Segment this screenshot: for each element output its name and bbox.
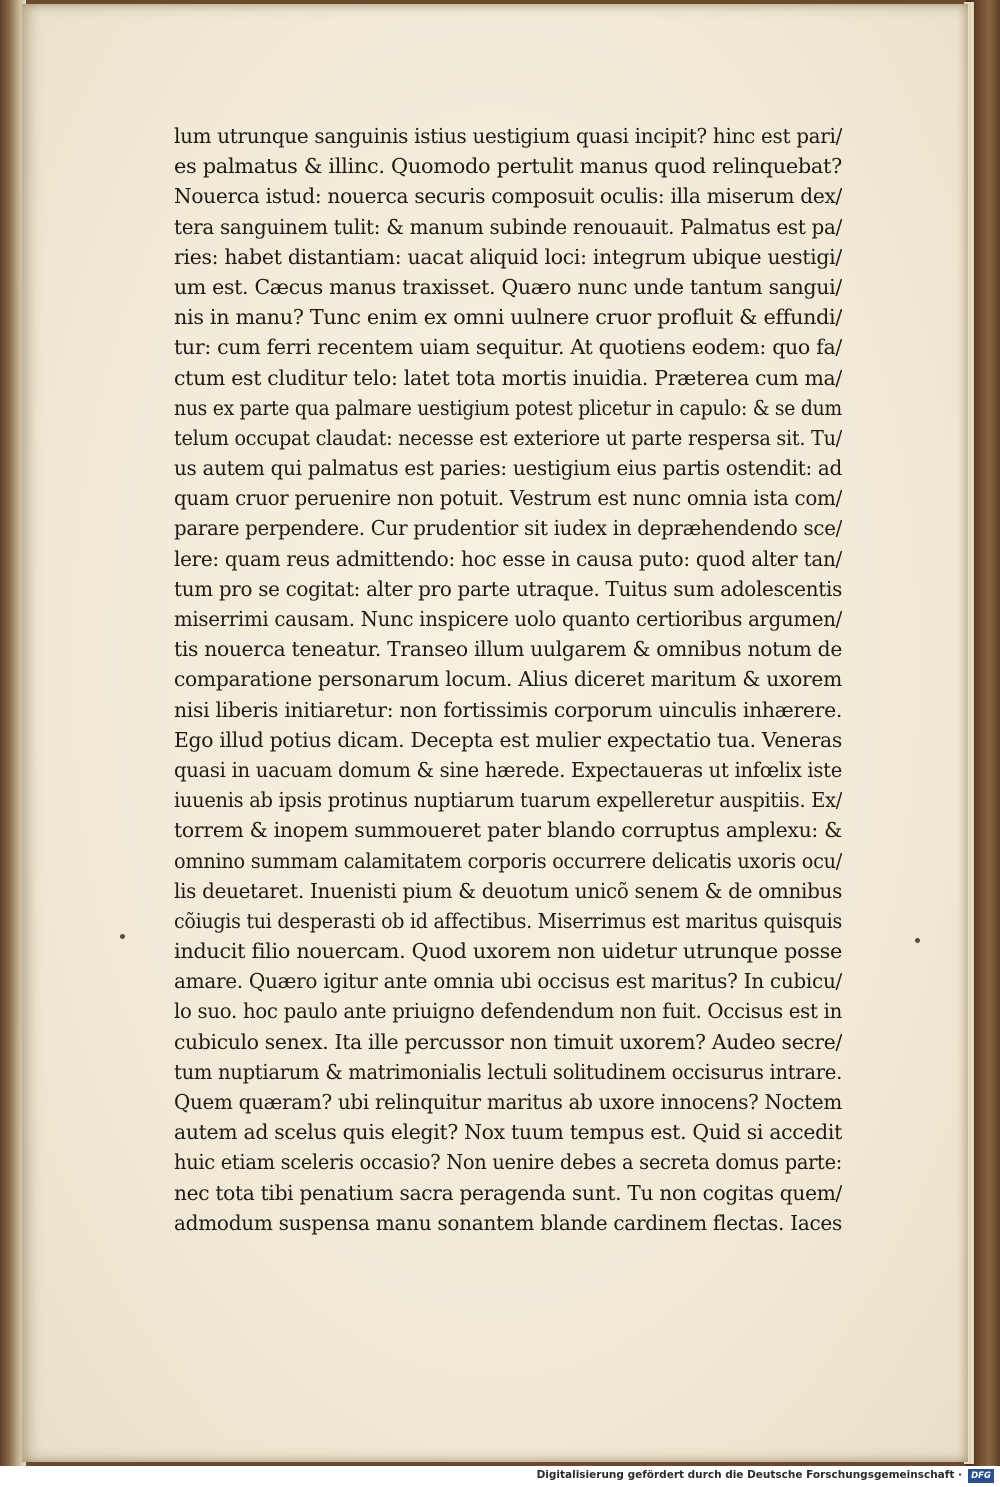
text-line: admodum suspensa manu sonantem blande cardinem flectas. Iaces — [174, 1210, 842, 1235]
dfg-credit: Digitalisierung gefördert durch die Deutsche Forschungsgemeinschaft · — [536, 1469, 962, 1481]
dfg-logo: DFG — [968, 1469, 994, 1483]
text-line: ries: habet distantiam: uacat aliquid loci: integrum ubique uestigi/ — [174, 244, 842, 269]
text-line: lis deuetaret. Inuenisti pium & deuotum unicõ senem & de omnibus — [174, 878, 842, 903]
text-line: quam cruor peruenire non potuit. Vestrum est nunc omnia ista com/ — [174, 486, 842, 511]
text-line: Nouerca istud: nouerca securis composuit oculis: illa miserum dex/ — [174, 184, 842, 209]
text-line: quasi in uacuam domum & sine hærede. Expectaueras ut infœlix iste — [174, 757, 842, 782]
text-line: tis nouerca teneatur. Transeo illum uulgarem & omnibus notum de — [174, 637, 842, 662]
text-line: lum utrunque sanguinis istius uestigium quasi incipit? hinc est pari/ — [174, 124, 842, 148]
digitization-footer — [0, 1466, 1000, 1487]
margin-mark-right — [915, 938, 920, 943]
text-line: huic etiam sceleris occasio? Non uenire debes a secreta domus parte: — [174, 1150, 842, 1175]
text-line: tera sanguinem tulit: & manum subinde renouauit. Palmatus est pa/ — [174, 214, 842, 239]
text-line: amare. Quæro igitur ante omnia ubi occisus est maritus? In cubicu/ — [174, 969, 842, 994]
text-line: um est. Cæcus manus traxisset. Quæro nunc unde tantum sangui/ — [174, 274, 842, 299]
text-line: inducit filio nouercam. Quod uxorem non uidetur utrunque posse — [174, 939, 842, 964]
text-line: nisi liberis initiaretur: non fortissimis corporum uinculis inhærere. — [174, 697, 842, 722]
text-line: us autem qui palmatus est paries: uestigium eius partis ostendit: ad — [174, 456, 842, 481]
text-line: nis in manu? Tunc enim ex omni uulnere cruor profluit & effundi/ — [174, 305, 842, 330]
text-line: autem ad scelus quis elegit? Nox tuum tempus est. Quid si accedit — [174, 1120, 842, 1145]
text-line: Quem quæram? ubi relinquitur maritus ab uxore innocens? Noctem — [174, 1090, 842, 1114]
book-page — [22, 4, 968, 1462]
text-line: iuuenis ab ipsis protinus nuptiarum tuarum expelleretur auspitiis. Ex/ — [174, 788, 842, 813]
page-text-block — [174, 121, 842, 1238]
text-line: miserrimi causam. Nunc inspicere uolo quanto certioribus argumen/ — [174, 607, 842, 631]
text-line: Ego illud potius dicam. Decepta est mulier expectatio tua. Veneras — [174, 727, 842, 752]
text-line: comparatione personarum locum. Alius diceret maritum & uxorem — [174, 667, 842, 692]
text-line: es palmatus & illinc. Quomodo pertulit manus quod relinquebat? — [174, 154, 842, 179]
text-line: lere: quam reus admittendo: hoc esse in causa puto: quod alter tan/ — [174, 546, 842, 571]
text-line: omnino summam calamitatem corporis occurrere delicatis uxoris ocu/ — [174, 848, 842, 873]
text-line: tum pro se cogitat: alter pro parte utraque. Tuitus sum adolescentis — [174, 576, 842, 601]
text-line: tum nuptiarum & matrimonialis lectuli solitudinem occisurus intrare. — [174, 1059, 842, 1084]
text-line: nus ex parte qua palmare uestigium potest plicetur in capulo: & se dum — [174, 395, 842, 420]
text-line: cõiugis tui desperasti ob id affectibus. Miserrimus est maritus quisquis — [174, 908, 842, 933]
text-line: telum occupat claudat: necesse est exteriore ut parte respersa sit. Tu/ — [174, 425, 842, 450]
text-line: ctum est cluditur telo: latet tota mortis inuidia. Præterea cum ma/ — [174, 365, 842, 390]
margin-mark-left — [120, 934, 125, 939]
text-line: torrem & inopem summoueret pater blando corruptus amplexu: & — [174, 818, 842, 843]
text-line: nec tota tibi penatium sacra peragenda sunt. Tu non cogitas quem/ — [174, 1180, 842, 1205]
text-line: tur: cum ferri recentem uiam sequitur. At quotiens eodem: quo fa/ — [174, 335, 842, 360]
text-line: parare perpendere. Cur prudentior sit iudex in depræhendendo sce/ — [174, 516, 842, 541]
text-line: cubiculo senex. Ita ille percussor non timuit uxorem? Audeo secre/ — [174, 1029, 842, 1054]
text-line: lo suo. hoc paulo ante priuigno defendendum non fuit. Occisus est in — [174, 999, 842, 1024]
